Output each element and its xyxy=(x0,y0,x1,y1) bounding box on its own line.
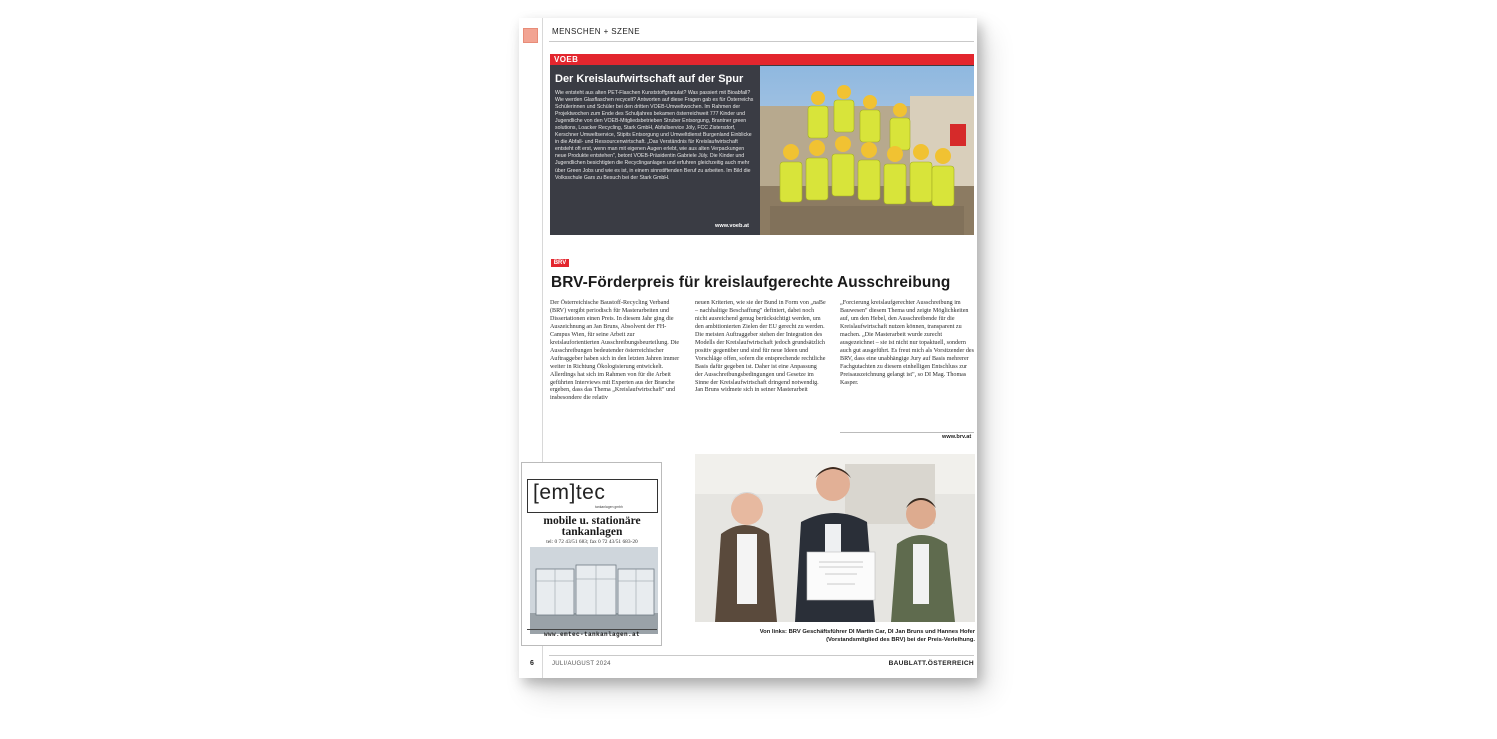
article-divider xyxy=(840,432,974,433)
award-ceremony-photo xyxy=(695,454,975,622)
article-column-3: „Forcierung kreislaufgerechter Ausschreibung im Bauwesen" diesem Thema und zeigte Möglichkeiten auf, um den Hebel, den Ausschreibende für die Kreislaufwirtschaft nutzen können, transparent zu machen. „Die Masterarbeit wurde zurecht ausgezeichnet – sie ist nicht nur topaktuell, sondern auch gut ausgeführt. Es freut mich als Vorsitzender des BRV, dass eine unabhängige Jury auf Basis mehrerer Fachgutachten zu diesem einhelligen Entschluss zur Preisauszeichnung gelangt ist", so DI Mag. Thomas Kasper. xyxy=(840,300,974,386)
emtec-logo-subtitle: tankanlagen gmbh xyxy=(595,505,623,509)
ad-divider xyxy=(527,629,657,630)
voeb-title: Der Kreislaufwirtschaft auf der Spur xyxy=(555,73,744,85)
caption-line-1: Von links: BRV Geschäftsführer DI Martin Car, DI Jan Bruns und Hannes Hofer xyxy=(759,629,975,635)
page-number: 6 xyxy=(530,660,534,667)
ad-contact: tel: 0 72 43/51 683; fax 0 72 43/51 683-20 xyxy=(546,539,638,545)
magazine-page xyxy=(519,18,977,678)
voeb-label: VOEB xyxy=(554,55,579,64)
issue-date: JULI/AUGUST 2024 xyxy=(552,661,611,667)
article-column-1: Der Österreichische Baustoff-Recycling Verband (BRV) vergibt periodisch für Masterarbeiten und Dissertationen einen Preis. In diesem Jahr ging die Auszeichnung an Jan Bruns, Absolvent der FH-Campus Wien, für seine Arbeit zur kreislauforientierten Ausschreibungsbeurteilung. Die Ausschreibungen bedeutender österreichischer Auftraggeber haben sich in den letzten Jahren immer weiter in Richtung Ökologisierung entwickelt. Allerdings hat sich im Rahmen von für die Arbeit geführten Interviews mit Experten aus der Branche ergeben, dass das Thema „Kreislaufwirtschaft" und insbesondere die relativ xyxy=(550,300,680,402)
header-divider xyxy=(549,41,974,42)
emtec-logo: [em]tec xyxy=(533,481,606,504)
brv-link[interactable]: www.brv.at xyxy=(942,434,972,440)
section-marker xyxy=(523,28,538,43)
ad-headline-1: mobile u. stationäre xyxy=(543,515,641,527)
voeb-link[interactable]: www.voeb.at xyxy=(715,223,749,229)
ad-headline-2: tankanlagen xyxy=(561,526,623,538)
voeb-body-text: Wie entsteht aus alten PET-Flaschen Kunststoffgranulat? Was passiert mit Bioabfall? Wie werden Glasflaschen recycelt? Antworten auf diese Fragen gab es für Österreichs Schülerinnen und Schüler bei den dritten VOEB-Umweltwochen. Im Rahmen der Projektwochen zum Ende des Schuljahres bekamen österreichweit 777 Kinder und Jugendliche von den VOEB-Mitgliedsbetrieben Struber Entsorgung, Brantner green solutions, Loacker Recycling, Stark GmbH, Abfallservice Jöly, FCC Zistersdorf, Kerschner Umweltservice, Stipits Entsorgung und Umweltdienst Burgenland Einblicke in die Abfall- und Ressourcenwirtschaft. „Das Verständnis für Kreislaufwirtschaft entsteht oft erst, wenn man mit eigenen Augen erlebt, wie aus alten Verpackungen neue Produkte entstehen", betont VOEB-Präsidentin Gabriele Jüly. Die Kinder und Jugendlichen besichtigten die Recyclinganlagen und erfuhren gleichzeitig auch mehr über Green Jobs und wie es ist, in einem sinnstiftenden Beruf zu arbeiten. Im Bild die Volksschule Gars zu Besuch bei der Stark GmbH. xyxy=(555,90,754,181)
ad-website[interactable]: www.emtec-tankanlagen.at xyxy=(543,631,640,638)
article-column-2: neuen Kriterien, wie sie der Bund in Form von „naBe – nachhaltige Beschaffung" definiert, dabei noch nicht ausreichend genug berücksichtigt werden, um den ambitionierten Zielen der EU gerecht zu werden. Die meisten Auftraggeber stehen der Integration des Modells der Kreislaufwirtschaft jedoch grundsätzlich positiv gegenüber und sind für neue Ideen und Vorschläge offen, sofern die entsprechende rechtliche Basis dafür gegeben ist. Daher ist eine Anpassung der Ausschreibungsbedingungen und Gesetze im Sinne der Kreislaufwirtschaft dringend notwendig. Jan Bruns widmete sich in seiner Masterarbeit xyxy=(695,300,826,394)
footer-divider xyxy=(549,655,974,656)
photo-caption xyxy=(695,628,975,644)
children-group-photo xyxy=(760,66,974,235)
caption-line-2: (Vorstandsmitglied des BRV) bei der Preis-Verleihung. xyxy=(826,637,975,644)
tank-units-photo xyxy=(530,547,658,634)
article-headline: BRV-Förderpreis für kreislaufgerechte Ausschreibung xyxy=(551,274,951,291)
publication-name: BAUBLATT.ÖSTERREICH xyxy=(888,660,974,667)
brv-tag: BRV xyxy=(551,259,569,267)
section-title: MENSCHEN + SZENE xyxy=(552,27,640,36)
voeb-label-bar xyxy=(550,54,974,65)
